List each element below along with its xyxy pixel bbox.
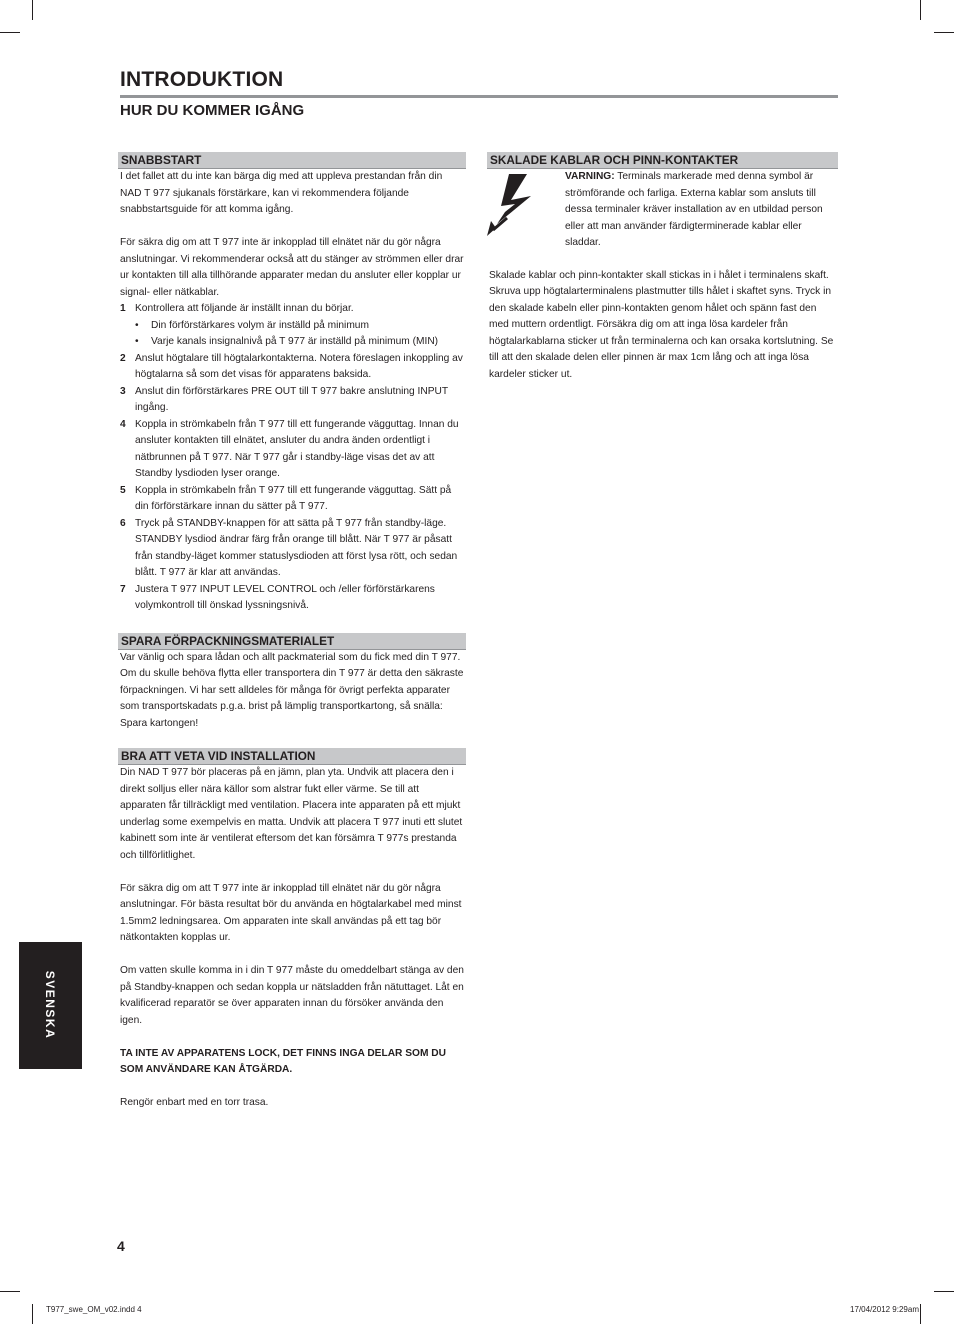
page-number: 4 — [117, 1238, 125, 1254]
bullet-symbol: • — [135, 319, 139, 331]
step-text: Koppla in strömkabeln från T 977 till ett fungerande vägguttag. Innan du ansluter kontakten till elnätet, ansluter du andra änden ordentligt i nätbrunnen på T 977. När T 977 går i standby-läge visas det av att Standby lysdioden lyser orange. — [135, 418, 459, 479]
crop-mark — [920, 0, 921, 20]
forpackning-text: Var vänlig och spara lådan och allt packmaterial som du fick med din T 977. Om du skulle behöva flytta eller transportera din T 977 är detta den säkraste förpackningen. Vi har sett alldeles för många för övrigt perfekta apparater som transportskadats p.g.a. brist på lämplig transportkartong, så snälla: Spara kartongen! — [120, 651, 464, 729]
section-heading-installation: BRA ATT VETA VID INSTALLATION — [118, 748, 466, 765]
step-number: 2 — [120, 352, 126, 364]
right-column — [487, 152, 838, 383]
step-item — [118, 384, 466, 417]
step-item — [118, 483, 466, 516]
step-text: Anslut högtalare till högtalarkontakterna. Notera föreslagen inkoppling av högtalarna så som det visas för apparatens baksida. — [135, 352, 463, 380]
step-item — [118, 351, 466, 384]
section-heading-kablar: SKALADE KABLAR OCH PINN-KONTAKTER — [487, 152, 838, 169]
step-text: Justera T 977 INPUT LEVEL CONTROL och /eller förförstärkarens volymkontroll till önskad lyssningsnivå. — [135, 583, 435, 611]
snabbstart-intro: I det fallet att du inte kan bärga dig med att uppleva prestandan från din NAD T 977 sjukanals förstärkare, kan vi rekommendera följande snabbstartsguide för att komma igång. — [120, 171, 443, 215]
page-title: INTRODUKTION — [120, 68, 284, 91]
crop-mark — [934, 32, 954, 33]
crop-mark — [0, 1291, 20, 1292]
left-column — [118, 152, 466, 1112]
warning-body: Terminals markerade med denna symbol är strömförande och farliga. Externa kablar som ansluts till dessa terminaler kräver installation av en utbildad person eller att man använder färdigterminerade kablar eller sladdar. — [565, 171, 823, 248]
crop-mark — [920, 1304, 921, 1324]
bullet-item — [118, 334, 466, 351]
step-number: 4 — [120, 418, 126, 430]
bullet-text: Din förförstärkares volym är inställd på minimum — [151, 319, 369, 331]
installation-paragraph: För säkra dig om att T 977 inte är inkopplad till elnätet när du gör några anslutningar. För bästa resultat bör du använda en högtalarkabel med minst 1.5mm2 ledningsarea. Om apparaten inte skall användas på ett tag bör nätkontakten kopplas ur. — [120, 882, 462, 943]
installation-paragraph: Om vatten skulle komma in i din T 977 måste du omeddelbart stänga av den på Standby-knappen och sedan koppla ur nätsladden från nätuttaget. Låt en kvalificerad reparatör se över apparaten innan du försöker använda den igen. — [120, 965, 464, 1026]
bullet-symbol: • — [135, 336, 139, 347]
warning-text — [563, 169, 838, 252]
step-number: 1 — [120, 303, 126, 314]
footer-date: 17/04/2012 9:29am — [850, 1305, 919, 1314]
snabbstart-paragraph: För säkra dig om att T 977 inte är inkopplad till elnätet när du gör några anslutningar. Vi rekommenderar också att du stänger av strömmen eller drar ur kontakten till alla tillhörande apparater medan du ansluter eller kopplar ur signal- eller nätkablar. — [120, 237, 464, 298]
step-text: Tryck på STANDBY-knappen för att sätta på T 977 från standby-läge. STANDBY lysdiod ändrar färg från orange till blått. När T 977 är påsatt från standby-läget kommer statuslysdioden att först lysa rött, och sedan blått. T 977 är klar att användas. — [135, 517, 458, 578]
crop-mark — [0, 32, 20, 33]
title-rule — [120, 95, 838, 98]
installation-paragraph: Din NAD T 977 bör placeras på en jämn, plan yta. Undvik att placera den i direkt solljus eller nära källor som alstrar fukt eller värme. Se till att apparaten får tillräckligt med ventilation. Placera inte apparaten på ett mjukt underlag some exempelvis en matta. Undvik att placera T 977 inuti ett slutet kabinett som inte är ventilerat eftersom det kan försämra T 977s prestanda och tillförlitlighet. — [120, 767, 463, 861]
warning-box — [487, 169, 838, 252]
step-number: 5 — [120, 484, 126, 496]
crop-mark — [32, 1304, 33, 1324]
step-number: 6 — [120, 517, 126, 529]
bullet-text: Varje kanals insignalnivå på T 977 är inställd på minimum (MIN) — [151, 336, 439, 347]
crop-mark — [934, 1291, 954, 1292]
step-text: Anslut din förförstärkares PRE OUT till T 977 bakre anslutning INPUT ingång. — [135, 385, 448, 413]
crop-mark — [32, 0, 33, 20]
step-item — [118, 516, 466, 582]
section-heading-snabbstart: SNABBSTART — [118, 152, 466, 169]
step-number: 7 — [120, 583, 126, 595]
step-item — [118, 417, 466, 483]
warning-label: VARNING: — [565, 171, 615, 182]
installation-paragraph: Rengör enbart med en torr trasa. — [120, 1097, 269, 1108]
lightning-bolt-icon — [487, 174, 551, 236]
step-item — [118, 301, 466, 318]
step-text: Koppla in strömkabeln från T 977 till ett fungerande vägguttag. Sätt på din förförstärkare innan du sätter på T 977. — [135, 484, 452, 512]
kablar-text: Skalade kablar och pinn-kontakter skall stickas in i hålet i terminalens skaft. Skruva upp högtalarterminalens plastmutter tills hålet i skaftet syns. Tryck in den skalade kabeln eller pinn-kontakten genom hålet och spänn fast den med muttern ordentligt. Försäkra dig om att inga lösa kardeler från högtalarkablarna sticker ut från terminalerna och kan orsaka kortslutning. Se till att den skalade delen eller pinnen är max 1cm lång och att inga lösa kardeler sticker ut. — [489, 269, 834, 380]
step-number: 3 — [120, 385, 126, 397]
bullet-item — [118, 318, 466, 335]
language-tab-label: SVENSKA — [43, 970, 57, 1040]
section-heading-forpackning: SPARA FÖRPACKNINGSMATERIALET — [118, 633, 466, 650]
footer-filename: T977_swe_OM_v02.indd 4 — [46, 1305, 142, 1314]
step-text: Kontrollera att följande är inställt innan du börjar. — [135, 303, 354, 314]
installation-warning: TA INTE AV APPARATENS LOCK, DET FINNS INGA DELAR SOM DU SOM ANVÄNDARE KAN ÅTGÄRDA. — [120, 1047, 446, 1075]
page-subtitle: HUR DU KOMMER IGÅNG — [120, 102, 305, 119]
language-tab — [19, 942, 82, 1069]
step-item — [118, 582, 466, 615]
